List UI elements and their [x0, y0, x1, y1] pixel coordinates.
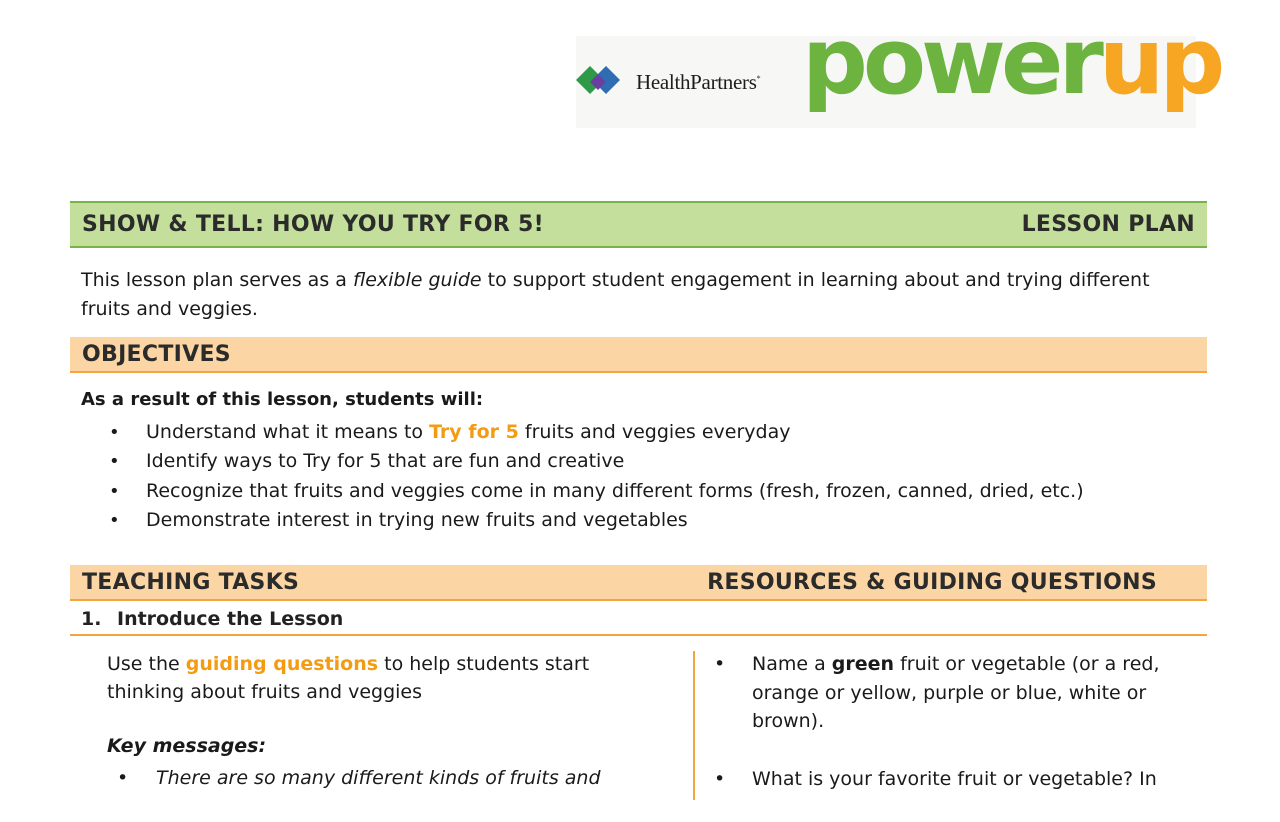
- guiding-questions-link[interactable]: guiding questions: [185, 653, 379, 675]
- list-item: • Recognize that fruits and veggies come in many different forms (fresh, frozen, canned, dried, etc.): [109, 477, 1084, 506]
- teaching-tasks-band: [70, 565, 1207, 601]
- section-number: 1.: [81, 608, 102, 630]
- objectives-heading: OBJECTIVES: [82, 341, 231, 367]
- objectives-list: [109, 418, 1084, 535]
- column-divider: [693, 651, 695, 800]
- resources-heading: RESOURCES & GUIDING QUESTIONS: [707, 569, 1157, 595]
- key-messages-heading: Key messages:: [107, 735, 267, 757]
- list-item: • Understand what it means to Try for 5 fruits and veggies everyday: [109, 418, 1084, 447]
- list-item: • What is your favorite fruit or vegetable? In: [714, 765, 1174, 794]
- list-item: • Name a green fruit or vegetable (or a red, orange or yellow, purple or blue, white or brown).: [714, 650, 1174, 736]
- intro-paragraph: This lesson plan serves as a flexible guide to support student engagement in learning about and trying different fruits and veggies.: [81, 269, 1150, 320]
- list-item: • Demonstrate interest in trying new fruits and vegetables: [109, 506, 1084, 535]
- key-messages-list: [117, 764, 601, 792]
- lesson-plan-label: LESSON PLAN: [1021, 212, 1195, 237]
- objectives-band: [70, 337, 1207, 373]
- teaching-task-text: Use the guiding questions to help students start thinking about fruits and veggies: [107, 653, 590, 703]
- section-introduce-lesson: [70, 604, 1207, 636]
- list-item: • Identify ways to Try for 5 that are fun and creative: [109, 447, 1084, 476]
- logo-banner: [576, 8, 1221, 128]
- healthpartners-logo-icon: [576, 62, 636, 102]
- guiding-questions-list: [714, 650, 1174, 822]
- section-title: Introduce the Lesson: [117, 608, 344, 630]
- healthpartners-logo-text: HealthPartners*: [636, 70, 761, 94]
- objectives-lead: As a result of this lesson, students will:: [81, 389, 484, 410]
- teaching-tasks-heading: TEACHING TASKS: [82, 569, 300, 595]
- powerup-logo: powerup: [802, 8, 1221, 115]
- lesson-title: SHOW & TELL: HOW YOU TRY FOR 5!: [82, 212, 544, 237]
- lesson-title-band: [70, 201, 1207, 248]
- list-item: • There are so many different kinds of fruits and: [117, 764, 601, 792]
